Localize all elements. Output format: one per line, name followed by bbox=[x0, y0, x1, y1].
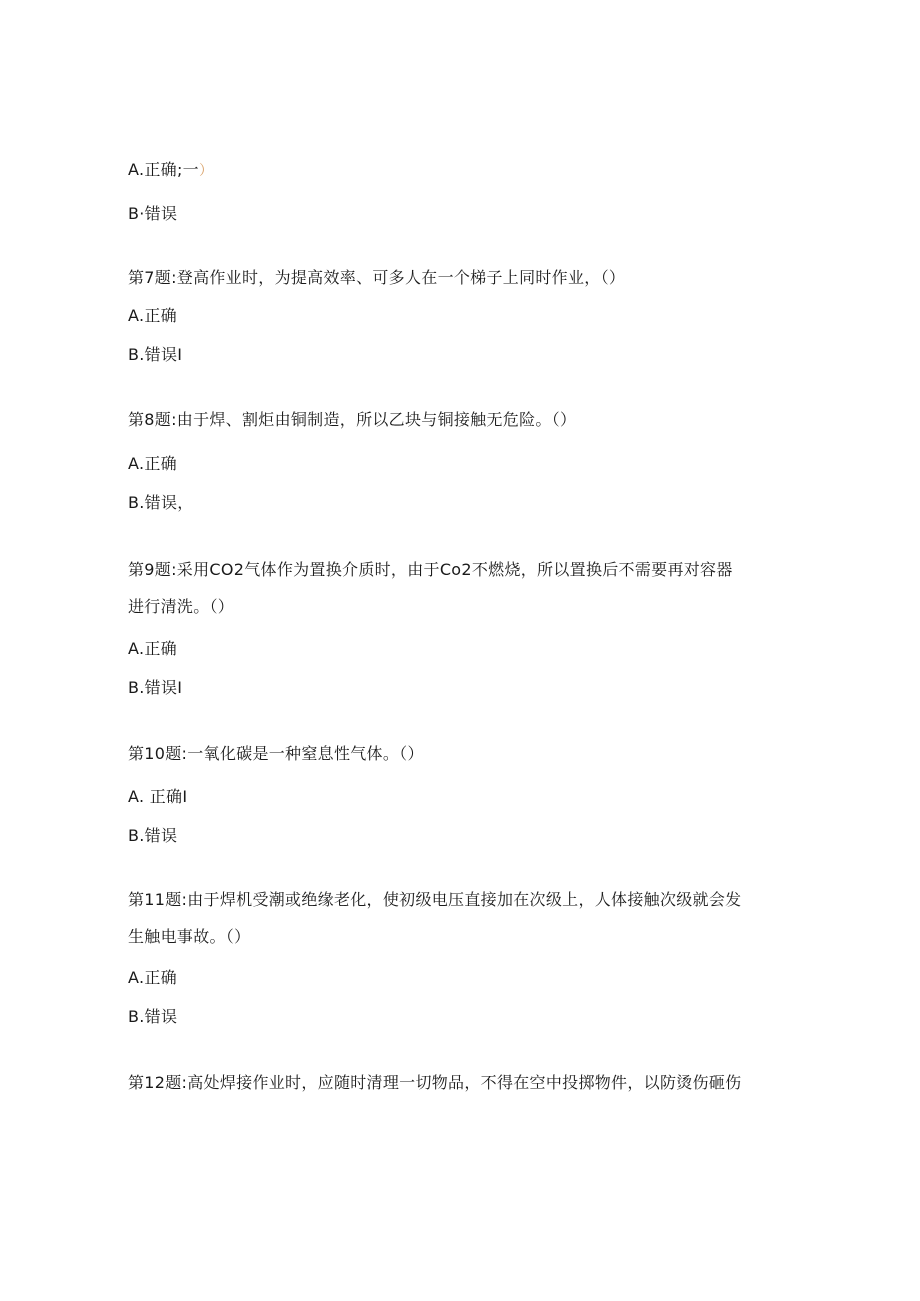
answer-option-a: A.正确 bbox=[128, 306, 177, 325]
answer-option-b: B·错误 bbox=[128, 204, 178, 223]
question-10: 第10题:一氧化碳是一种窒息性气体。（） bbox=[128, 744, 424, 763]
answer-option-a: A.正确 bbox=[128, 454, 177, 473]
answer-option-a: A.正确 bbox=[128, 968, 177, 987]
answer-option-b: B.错误I bbox=[128, 678, 183, 697]
answer-option-b: B.错误 bbox=[128, 826, 178, 845]
question-11-continued: 生触电事故。（） bbox=[128, 927, 251, 946]
answer-option-b: B.错误I bbox=[128, 345, 183, 364]
question-8: 第8题:由于焊、割炬由铜制造，所以乙块与铜接触无危险。（） bbox=[128, 410, 577, 429]
question-9-continued: 进行清洗。（） bbox=[128, 597, 235, 616]
question-11: 第11题:由于焊机受潮或绝缘老化，使初级电压直接加在次级上，人体接触次级就会发 bbox=[128, 890, 742, 909]
answer-option-b: B.错误 bbox=[128, 1007, 178, 1026]
stray-mark: ） bbox=[198, 163, 214, 179]
question-9: 第9题:采用CO2气体作为置换介质时，由于Co2不燃烧，所以置换后不需要再对容器 bbox=[128, 560, 733, 579]
answer-option-b: B.错误， bbox=[128, 493, 194, 512]
question-12: 第12题:高处焊接作业时，应随时清理一切物品，不得在空中投掷物件，以防烫伤砸伤 bbox=[128, 1073, 742, 1092]
option-text: A.正确;一 bbox=[128, 160, 199, 179]
answer-option-a: A.正确 bbox=[128, 639, 177, 658]
answer-option-a bbox=[128, 160, 213, 181]
question-7: 第7题:登高作业时，为提高效率、可多人在一个梯子上同时作业，（） bbox=[128, 268, 626, 287]
answer-option-a: A. 正确I bbox=[128, 787, 188, 806]
